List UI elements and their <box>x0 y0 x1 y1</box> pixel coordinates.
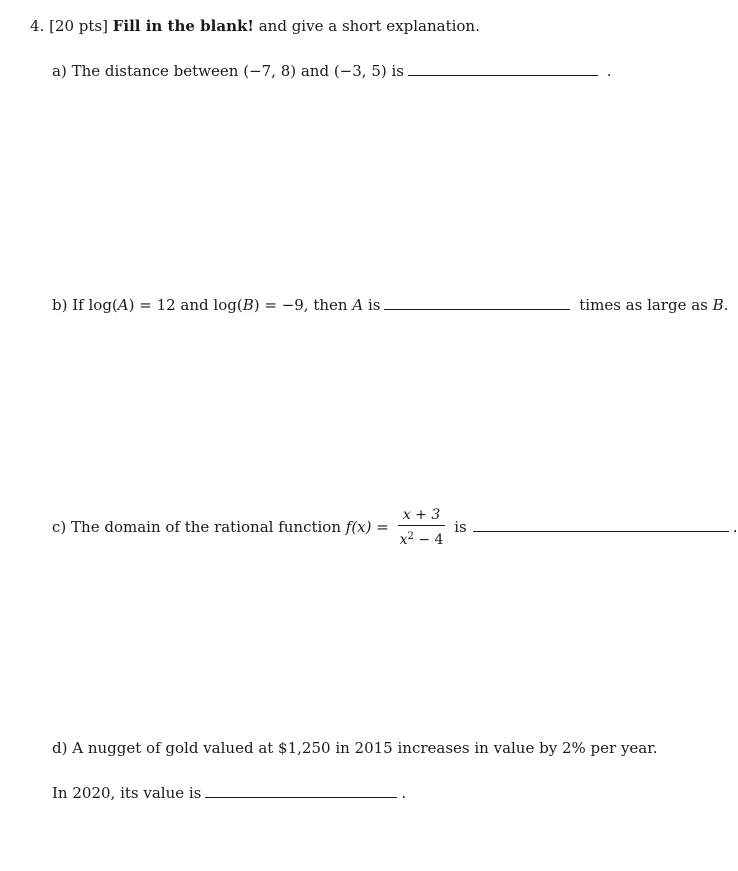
problem-number: 4. <box>30 17 45 35</box>
part-b-text-3: ) = −9, then <box>253 296 348 314</box>
problem-header <box>30 16 480 36</box>
part-b <box>52 295 728 315</box>
part-b-label: b) <box>52 296 68 314</box>
part-a-period: . <box>606 62 612 80</box>
part-b-text-4: is <box>367 296 381 314</box>
problem-points: [20 pts] <box>49 17 108 35</box>
part-c-answer-blank[interactable] <box>473 517 729 532</box>
part-b-text-1: If log( <box>72 296 118 314</box>
part-d <box>52 738 658 758</box>
part-c-fraction <box>398 507 446 549</box>
part-c-label: c) <box>52 518 67 536</box>
part-b-var-a2: A <box>352 296 364 314</box>
part-d-line-2-text: In 2020, its value is <box>52 784 202 802</box>
part-d-period: . <box>401 784 407 802</box>
part-a <box>52 61 612 81</box>
part-c-denominator: $x^2 - 4$ <box>399 531 444 548</box>
part-b-var-b2: B <box>712 296 724 314</box>
part-c-is: is <box>454 518 467 536</box>
part-c-text: The domain of the rational function <box>71 518 341 536</box>
part-d-label: d) <box>52 739 68 757</box>
problem-instructions: and give a short explanation. <box>258 17 480 35</box>
part-d-text: A nugget of gold valued at $1,250 in 2015 increases in value by 2% per year. <box>72 739 658 757</box>
part-d-answer-blank[interactable] <box>205 783 397 798</box>
part-d-line-2 <box>52 783 406 803</box>
part-b-text-2: ) = 12 and log( <box>128 296 243 314</box>
part-b-answer-blank[interactable] <box>384 295 570 310</box>
part-c <box>52 507 738 549</box>
part-b-text-5: times as large as <box>579 296 708 314</box>
part-a-text: The distance between (−7, 8) and (−3, 5) is <box>71 62 404 80</box>
part-c-numerator: x + 3 <box>398 507 446 526</box>
problem-title: Fill in the blank! <box>112 17 254 35</box>
part-b-var-a: A <box>117 296 129 314</box>
part-b-var-b: B <box>242 296 254 314</box>
part-c-period: . <box>732 518 738 536</box>
part-c-function: f(x) = <box>345 518 389 536</box>
part-a-answer-blank[interactable] <box>408 61 598 76</box>
part-b-period: . <box>723 296 729 314</box>
part-a-label: a) <box>52 62 67 80</box>
